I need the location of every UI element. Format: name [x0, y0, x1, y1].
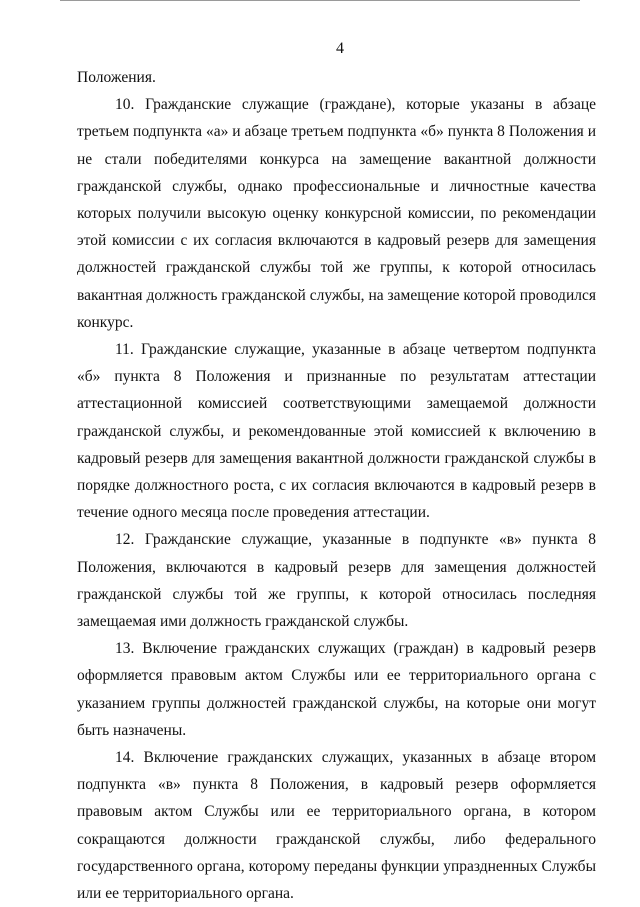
paragraph-11: 11. Гражданские служащие, указанные в абзаце четвертом подпункта «б» пункта 8 Положения и признанные по результатам аттестации аттестационной комиссией соответствующими замещаемой должности гражданской службы, и рекомендованные этой комиссией к включению в кадровый резерв для замещения вакантной должности гражданской службы в порядке должностного роста, с их согласия включаются в кадровый резерв в течение одного месяца после проведения аттестации. — [77, 341, 596, 522]
paragraph-10: 10. Гражданские служащие (граждане), которые указаны в абзаце третьем подпункта «а» и абзаце третьем подпункта «б» пункта 8 Положения и не стали победителями конкурса на замещение вакантной должности гражданской службы, однако профессиональные и личностные качества которых получили высокую оценку конкурсной комиссии, по рекомендации этой комиссии с их согласия включаются в кадровый резерв для замещения должностей гражданской службы той же группы, к которой относилась вакантная должность гражданской службы, на замещение которой проводился конкурс. — [77, 96, 596, 331]
paragraph-14: 14. Включение гражданских служащих, указанных в абзаце втором подпункта «в» пункта 8 Положения, в кадровый резерв оформляется правовым актом Службы или ее территориального органа, в котором сокращаются должности гражданской службы, либо федерального государственного органа, которому переданы функции упраздненных Службы или ее территориального органа. — [77, 749, 596, 903]
paragraph-13: 13. Включение гражданских служащих (граждан) в кадровый резерв оформляется правовым актом Службы или ее территориального органа с указанием группы должностей гражданской службы, на которые они могут быть назначены. — [77, 640, 596, 739]
page-number: 4 — [336, 40, 344, 57]
paragraph-continuation: Положения. — [77, 69, 156, 86]
document-body — [77, 64, 596, 907]
page-top-edge — [60, 0, 580, 1]
paragraph-12: 12. Гражданские служащие, указанные в подпункте «в» пункта 8 Положения, включаются в кадровый резерв для замещения должностей гражданской службы той же группы, к которой относилась последняя замещаемая ими должность гражданской службы. — [77, 531, 596, 631]
